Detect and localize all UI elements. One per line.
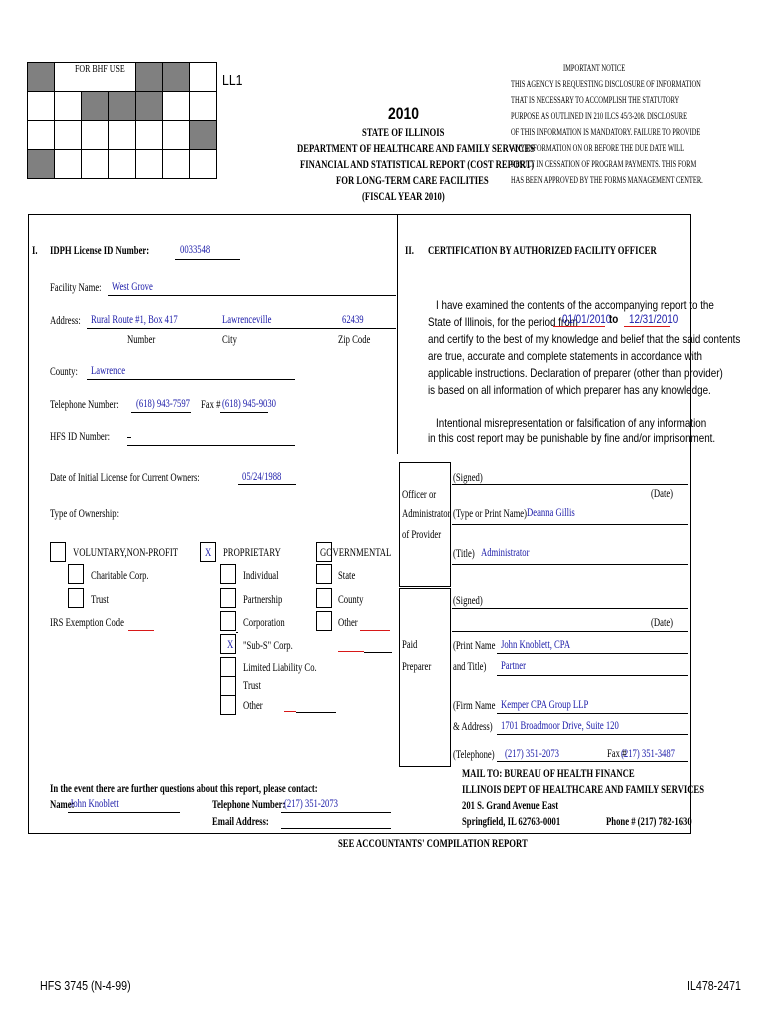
grid-cell bbox=[28, 150, 55, 179]
preparer-signature-line[interactable] bbox=[452, 608, 688, 609]
other-gov-label: Other bbox=[338, 615, 358, 629]
grid-cell bbox=[163, 63, 190, 92]
proprietary-mark: X bbox=[205, 545, 212, 559]
subs-extra-line bbox=[364, 652, 392, 653]
county-type-label: County bbox=[338, 592, 364, 606]
corporation-checkbox[interactable] bbox=[220, 611, 236, 631]
tel-underline bbox=[497, 761, 688, 762]
grid-cell bbox=[109, 150, 136, 179]
firm-label2: & Address) bbox=[453, 719, 493, 733]
grid-cell bbox=[136, 92, 163, 121]
grid-cell bbox=[136, 63, 163, 92]
phone-label: Telephone Number: bbox=[50, 397, 119, 411]
idph-field[interactable]: 0033548 bbox=[180, 242, 211, 256]
period-from-field[interactable]: 01/01/2010 bbox=[562, 312, 612, 326]
date2-label: (Date) bbox=[651, 615, 674, 629]
voluntary-label: VOLUNTARY,NON-PROFIT bbox=[73, 545, 178, 559]
print-name-label: (Type or Print Name) bbox=[453, 506, 528, 520]
fax-field[interactable]: (618) 945-9030 bbox=[222, 396, 276, 410]
grid-cell bbox=[28, 92, 55, 121]
header-line1: STATE OF ILLINOIS bbox=[362, 125, 445, 139]
date-label: (Date) bbox=[651, 486, 674, 500]
irs-label: IRS Exemption Code bbox=[50, 615, 124, 629]
charitable-checkbox[interactable] bbox=[68, 564, 84, 584]
hfs-underline[interactable] bbox=[127, 445, 295, 446]
header-line3: FINANCIAL AND STATISTICAL REPORT (COST REPORT) bbox=[300, 157, 535, 171]
idph-underline bbox=[175, 259, 240, 260]
individual-checkbox[interactable] bbox=[220, 564, 236, 584]
notice-line: ANY INFORMATION ON OR BEFORE THE DUE DATE WILL bbox=[511, 143, 685, 153]
header-line5: (FISCAL YEAR 2010) bbox=[362, 189, 445, 203]
grid-cell bbox=[163, 121, 190, 150]
trust2-checkbox[interactable] bbox=[220, 676, 236, 696]
facility-field[interactable]: West Grove bbox=[112, 279, 153, 293]
individual-label: Individual bbox=[243, 568, 279, 582]
firm-name-underline bbox=[497, 713, 688, 714]
grid-cell bbox=[28, 121, 55, 150]
notice-line: THAT IS NECESSARY TO ACCOMPLISH THE STATUTORY bbox=[511, 95, 680, 105]
grid-cell bbox=[55, 121, 82, 150]
street-field[interactable]: Rural Route #1, Box 417 bbox=[91, 312, 178, 326]
zip-label: Zip Code bbox=[338, 332, 371, 346]
phone-underline bbox=[131, 412, 191, 413]
form-code: LL1 bbox=[222, 72, 243, 89]
grid-cell bbox=[82, 121, 109, 150]
facility-underline bbox=[108, 295, 396, 296]
pn-field[interactable]: John Knoblett, CPA bbox=[501, 637, 571, 651]
warn-line2: in this cost report may be punishable by fine and/or imprisonment. bbox=[428, 431, 716, 445]
contact-name-label: Name: bbox=[50, 797, 75, 811]
bhf-label-cell bbox=[55, 63, 136, 92]
cert-line5: applicable instructions. Declaration of preparer (other than provider) bbox=[428, 366, 723, 380]
other-field-red[interactable] bbox=[284, 711, 296, 712]
grid-cell bbox=[136, 121, 163, 150]
corporation-label: Corporation bbox=[243, 615, 285, 629]
other-field-underline bbox=[296, 712, 336, 713]
header-line2: DEPARTMENT OF HEALTHCARE AND FAMILY SERVICES bbox=[297, 141, 535, 155]
preparer-box bbox=[399, 588, 451, 767]
license-date-field[interactable]: 05/24/1988 bbox=[242, 469, 282, 483]
contact-email-field[interactable] bbox=[281, 828, 391, 829]
county-checkbox[interactable] bbox=[316, 588, 332, 608]
grid-cell bbox=[190, 150, 217, 179]
subs-corp-mark: X bbox=[227, 637, 234, 651]
subs-extra-red bbox=[338, 651, 364, 652]
license-date-underline bbox=[238, 484, 296, 485]
report-year: 2010 bbox=[388, 104, 420, 123]
header-line4: FOR LONG-TERM CARE FACILITIES bbox=[336, 173, 489, 187]
firm-name-field[interactable]: Kemper CPA Group LLP bbox=[501, 697, 589, 711]
state-label: State bbox=[338, 568, 356, 582]
preparer-fax-label: Fax # bbox=[607, 746, 627, 760]
tel-field[interactable]: (217) 351-2073 bbox=[505, 746, 559, 760]
contact-name-field[interactable]: John Knoblett bbox=[70, 796, 119, 810]
partnership-checkbox[interactable] bbox=[220, 588, 236, 608]
firm-address-field[interactable]: 1701 Broadmoor Drive, Suite 120 bbox=[501, 718, 619, 732]
corp-tick bbox=[236, 632, 238, 633]
hfs-label: HFS ID Number: bbox=[50, 429, 111, 443]
city-field[interactable]: Lawrenceville bbox=[222, 312, 272, 326]
grid-cell bbox=[163, 150, 190, 179]
address-underline bbox=[87, 328, 396, 329]
fax-label: Fax # bbox=[201, 397, 221, 411]
paid-label1: Paid bbox=[402, 637, 418, 651]
period-to-underline bbox=[624, 326, 670, 327]
pn-label2: and Title) bbox=[453, 659, 487, 673]
period-to-word: to bbox=[609, 312, 619, 326]
notice-line: PURPOSE AS OUTLINED IN 210 ILCS 45/3-208. DISCLOSURE bbox=[511, 111, 688, 121]
notice-title: IMPORTANT NOTICE bbox=[563, 63, 626, 73]
llc-checkbox[interactable] bbox=[220, 657, 236, 677]
contact-intro: In the event there are further questions about this report, please contact: bbox=[50, 781, 318, 795]
warn-line1: Intentional misrepresentation or falsification of any information bbox=[436, 416, 707, 430]
grid-cell bbox=[82, 150, 109, 179]
pn-title-underline bbox=[497, 675, 688, 676]
signed-label: (Signed) bbox=[453, 470, 483, 484]
firm-label1: (Firm Name bbox=[453, 698, 496, 712]
facility-label: Facility Name: bbox=[50, 280, 102, 294]
section2-title: CERTIFICATION BY AUTHORIZED FACILITY OFFICER bbox=[428, 243, 657, 257]
section1-roman: I. bbox=[32, 243, 38, 257]
mail-line1: MAIL TO: BUREAU OF HEALTH FINANCE bbox=[462, 766, 635, 780]
frame-left bbox=[28, 214, 29, 834]
trust-checkbox[interactable] bbox=[68, 588, 84, 608]
grid-cell bbox=[136, 150, 163, 179]
firm-address-underline bbox=[497, 734, 688, 735]
doc-code: IL478-2471 bbox=[687, 978, 741, 993]
compilation-note: SEE ACCOUNTANTS' COMPILATION REPORT bbox=[338, 836, 528, 850]
hfs-dash bbox=[127, 437, 131, 438]
mail-line4: Springfield, IL 62763-0001 bbox=[462, 814, 561, 828]
grid-cell bbox=[163, 92, 190, 121]
city-label: City bbox=[222, 332, 237, 346]
charitable-label: Charitable Corp. bbox=[91, 568, 149, 582]
bhf-label: FOR BHF USE bbox=[75, 63, 125, 75]
state-checkbox[interactable] bbox=[316, 564, 332, 584]
cert-line4: are true, accurate and complete statements in accordance with bbox=[428, 349, 703, 363]
llc-label: Limited Liability Co. bbox=[243, 660, 317, 674]
fax-underline bbox=[220, 412, 268, 413]
notice-line: THIS AGENCY IS REQUESTING DISCLOSURE OF INFORMATION bbox=[511, 79, 701, 89]
other-gov-field[interactable] bbox=[360, 630, 390, 631]
cert-line2: State of Illinois, for the period from bbox=[428, 315, 578, 329]
idph-label: IDPH License ID Number: bbox=[50, 243, 150, 257]
officer-label3: of Provider bbox=[402, 527, 442, 541]
print-name-field[interactable]: Deanna Gillis bbox=[527, 505, 575, 519]
partnership-label: Partnership bbox=[243, 592, 283, 606]
phone-field[interactable]: (618) 943-7597 bbox=[136, 396, 190, 410]
print-name-underline bbox=[452, 524, 688, 525]
pn-label1: (Print Name bbox=[453, 638, 496, 652]
grid-cell bbox=[28, 63, 55, 92]
grid-cell bbox=[109, 121, 136, 150]
grid-cell bbox=[190, 121, 217, 150]
signed2-label: (Signed) bbox=[453, 593, 483, 607]
section-divider bbox=[397, 214, 398, 454]
county-underline bbox=[87, 379, 295, 380]
county-label: County: bbox=[50, 364, 78, 378]
subs-corp-label: "Sub-S" Corp. bbox=[243, 638, 293, 652]
grid-cell bbox=[190, 63, 217, 92]
contact-phone-field[interactable]: (217) 351-2073 bbox=[284, 796, 338, 810]
cert-line1: I have examined the contents of the accompanying report to the bbox=[436, 298, 714, 312]
notice-line: OF THIS INFORMATION IS MANDATORY. FAILURE TO PROVIDE bbox=[511, 127, 701, 137]
proprietary-label: PROPRIETARY bbox=[223, 545, 281, 559]
bhf-grid bbox=[27, 62, 217, 179]
contact-email-label: Email Address: bbox=[212, 814, 269, 828]
grid-cell bbox=[82, 92, 109, 121]
officer-label2: Administrator bbox=[402, 506, 451, 520]
notice-line: RESULT IN CESSATION OF PROGRAM PAYMENTS. THIS FORM bbox=[511, 159, 697, 169]
trust-label: Trust bbox=[91, 592, 109, 606]
mail-phone: Phone # (217) 782-1630 bbox=[606, 814, 692, 828]
other-label: Other bbox=[243, 698, 263, 712]
grid-cell bbox=[190, 92, 217, 121]
pn-underline bbox=[497, 653, 688, 654]
signature-line[interactable] bbox=[452, 484, 688, 485]
section2-roman: II. bbox=[405, 243, 414, 257]
number-label: Number bbox=[127, 332, 156, 346]
officer-label1: Officer or bbox=[402, 487, 437, 501]
grid-cell bbox=[55, 92, 82, 121]
title-label: (Title) bbox=[453, 546, 475, 560]
preparer-fax-field[interactable]: (217) 351-3487 bbox=[621, 746, 675, 760]
voluntary-checkbox[interactable] bbox=[50, 542, 66, 562]
tel-label: (Telephone) bbox=[453, 747, 495, 761]
address-label: Address: bbox=[50, 313, 81, 327]
license-date-label: Date of Initial License for Current Owners: bbox=[50, 470, 200, 484]
cert-line3: and certify to the best of my knowledge and belief that the said contents bbox=[428, 332, 741, 346]
grid-cell bbox=[109, 92, 136, 121]
contact-phone-label: Telephone Number: bbox=[212, 797, 286, 811]
mail-line3: 201 S. Grand Avenue East bbox=[462, 798, 559, 812]
frame-top bbox=[28, 214, 691, 215]
ownership-label: Type of Ownership: bbox=[50, 506, 119, 520]
officer-box bbox=[399, 462, 451, 587]
pn-title-field[interactable]: Partner bbox=[501, 658, 526, 672]
mail-line2: ILLINOIS DEPT OF HEALTHCARE AND FAMILY SERVICES bbox=[462, 782, 704, 796]
contact-name-underline bbox=[68, 812, 180, 813]
other-gov-checkbox[interactable] bbox=[316, 611, 332, 631]
other-checkbox[interactable] bbox=[220, 695, 236, 715]
notice-line: HAS BEEN APPROVED BY THE FORMS MANAGEMENT CENTER. bbox=[511, 175, 703, 185]
title-field[interactable]: Administrator bbox=[481, 545, 530, 559]
county-field[interactable]: Lawrence bbox=[91, 363, 126, 377]
zip-field[interactable]: 62439 bbox=[342, 312, 364, 326]
governmental-label: GOVERNMENTAL bbox=[320, 545, 392, 559]
period-from-underline bbox=[553, 326, 605, 327]
contact-phone-underline bbox=[281, 812, 391, 813]
paid-label2: Preparer bbox=[402, 659, 432, 673]
trust2-label: Trust bbox=[243, 678, 261, 692]
title-underline bbox=[452, 564, 688, 565]
period-to-field[interactable]: 12/31/2010 bbox=[629, 312, 679, 326]
date2-line bbox=[452, 631, 688, 632]
irs-field[interactable] bbox=[128, 630, 154, 631]
form-number: HFS 3745 (N-4-99) bbox=[40, 978, 131, 993]
cert-line6: is based on all information of which preparer has any knowledge. bbox=[428, 383, 711, 397]
frame-bottom bbox=[28, 833, 691, 834]
grid-cell bbox=[55, 150, 82, 179]
